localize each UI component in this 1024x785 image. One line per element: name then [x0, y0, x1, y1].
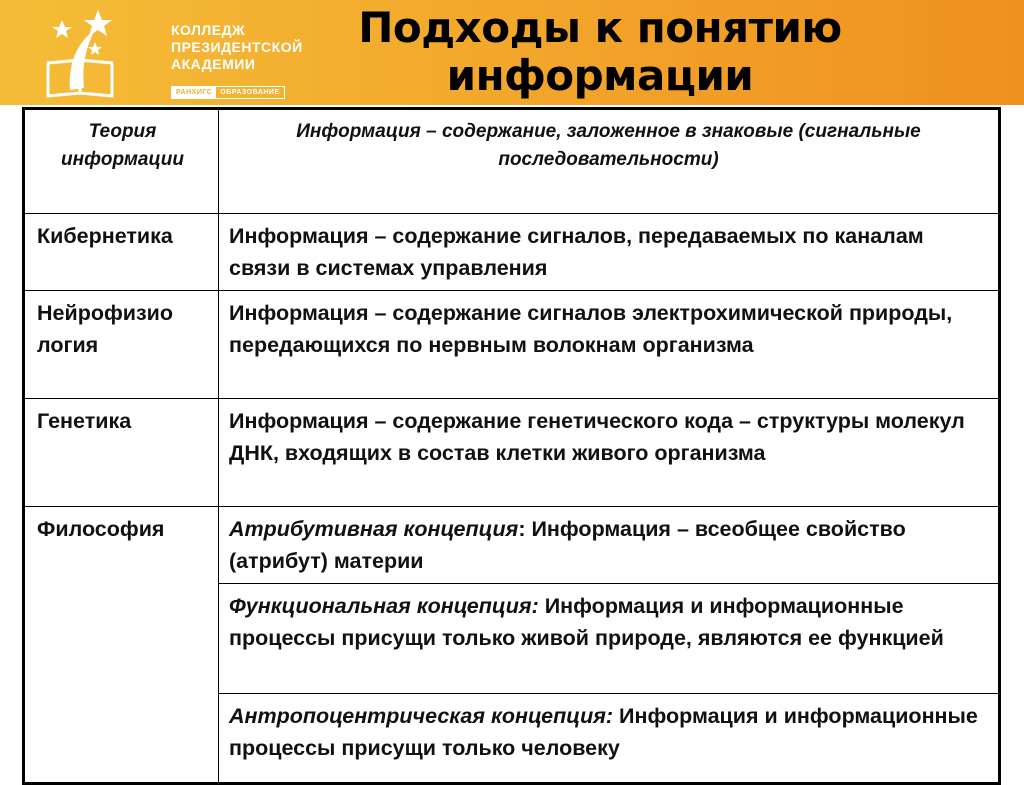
table-row [24, 399, 1000, 507]
concept-functional [219, 584, 1000, 694]
row-field: Кибернетика [24, 214, 219, 291]
header-band [0, 0, 1024, 105]
table-row [24, 214, 1000, 291]
approaches-table [22, 107, 1001, 785]
star-book-icon [40, 8, 160, 98]
row-field: Философия [24, 507, 219, 784]
table-row-philosophy [24, 507, 1000, 584]
concept-term: Атрибутивная концепция [229, 517, 519, 541]
header-cell-theory: Теория информации [24, 109, 219, 214]
badge-right: ОБРАЗОВАНИЕ [220, 89, 280, 96]
table-row [24, 291, 1000, 399]
concept-sep: : [518, 517, 532, 541]
logo-line-1: КОЛЛЕДЖ [171, 22, 246, 38]
concept-text: Информация и информационные процессы присущи только живой природе, являются ее функцией [229, 594, 944, 650]
concept-term: Антропоцентрическая концепция: [229, 704, 614, 728]
row-definition: Информация – содержание генетического кода – структуры молекул ДНК, входящих в состав клетки живого организма [219, 399, 1000, 507]
slide-title [250, 0, 950, 100]
badge-left: РАНХИГС [172, 87, 216, 98]
logo-line-2: ПРЕЗИДЕНТСКОЙ [171, 39, 303, 55]
concept-text: Информация и информационные процессы присущи только человеку [229, 704, 978, 760]
concept-term: Функциональная концепция: [229, 594, 539, 618]
concept-attributive [219, 507, 1000, 584]
college-logo [40, 8, 303, 98]
row-definition: Информация – содержание сигналов, передаваемых по каналам связи в системах управления [219, 214, 1000, 291]
title-line-2: информации [446, 51, 754, 100]
concept-anthropocentric [219, 694, 1000, 784]
logo-line-3: АКАДЕМИИ [171, 56, 256, 72]
title-line-1: Подходы к понятию [358, 3, 842, 52]
row-field: Генетика [24, 399, 219, 507]
row-field: Нейрофизио логия [24, 291, 219, 399]
concept-text: Информация – всеобщее свойство (атрибут) материи [229, 517, 906, 573]
row-definition: Информация – содержание сигналов электрохимической природы, передающихся по нервным волокнам организма [219, 291, 1000, 399]
table-header-row [24, 109, 1000, 214]
header-cell-definition: Информация – содержание, заложенное в знаковые (сигнальные последовательности) [219, 109, 1000, 214]
